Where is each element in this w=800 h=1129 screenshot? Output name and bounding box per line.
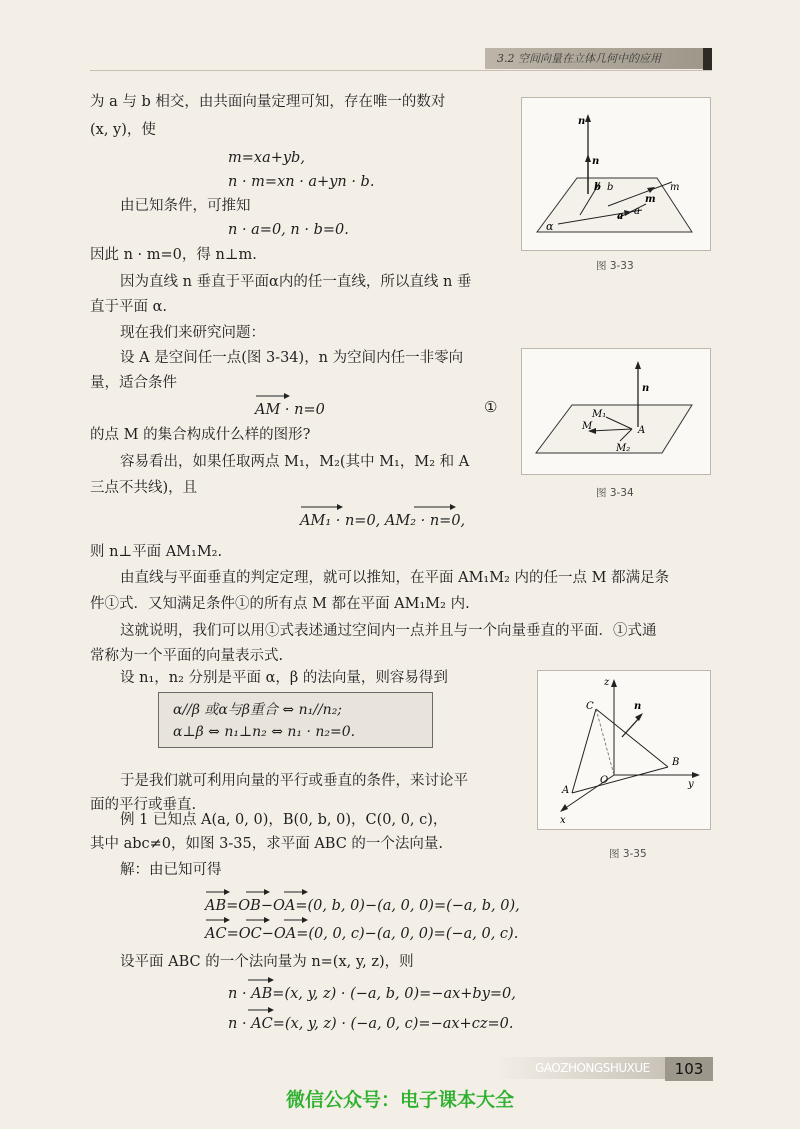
label-n: n bbox=[642, 383, 650, 394]
label-M: M bbox=[582, 421, 593, 432]
figure-3-35-caption: 图 3-35 bbox=[609, 848, 647, 860]
text-line: 现在我们来研究问题： bbox=[120, 325, 265, 341]
vector-arrow bbox=[255, 392, 291, 400]
label-n-top: n bbox=[578, 116, 586, 127]
figure-3-33-caption: 图 3-33 bbox=[596, 260, 634, 272]
text-line: 则 n⊥平面 AM₁M₂. bbox=[90, 544, 223, 560]
equation: AB=OB−OA=(0, b, 0)−(a, 0, 0)=(−a, b, 0), bbox=[205, 898, 520, 914]
text-line: 因为直线 n 垂直于平面α内的任一直线，所以直线 n 垂 bbox=[120, 274, 472, 290]
label-y-axis: y bbox=[688, 779, 694, 790]
label-A: A bbox=[638, 425, 646, 436]
text-line: 由已知条件，可推知 bbox=[120, 198, 251, 214]
label-C: C bbox=[586, 701, 594, 712]
text-line: 设 n₁，n₂ 分别是平面 α，β 的法向量，则容易得到 bbox=[120, 670, 448, 686]
parallel-perpendicular-box bbox=[158, 692, 433, 748]
figure-3-34-caption: 图 3-34 bbox=[596, 487, 634, 499]
figure-3-34-drawing bbox=[522, 349, 710, 474]
header-rule bbox=[90, 70, 712, 71]
equation: n · m=xn · a+yn · b. bbox=[228, 174, 375, 190]
vector-arrow bbox=[247, 1006, 277, 1014]
text-line: 设平面 ABC 的一个法向量为 n=(x, y, z)，则 bbox=[120, 954, 414, 970]
text-line: 的点 M 的集合构成什么样的图形? bbox=[90, 427, 311, 443]
label-b-line: b bbox=[607, 182, 614, 193]
label-z-axis: z bbox=[604, 677, 610, 688]
label-A: A bbox=[562, 785, 570, 796]
label-B: B bbox=[672, 757, 680, 768]
equation: AC=OC−OA=(0, 0, c)−(a, 0, 0)=(−a, 0, c). bbox=[205, 926, 519, 942]
text-line: 设 A 是空间任一点(图 3-34)，n 为空间内任一非零向 bbox=[120, 350, 464, 366]
page-number: 103 bbox=[665, 1057, 713, 1081]
text-line: 常称为一个平面的向量表示式. bbox=[90, 648, 284, 664]
text-line: 面的平行或垂直. bbox=[90, 797, 197, 813]
figure-3-33-drawing bbox=[522, 98, 710, 250]
label-a-line: a bbox=[634, 206, 640, 217]
label-M2: M₂ bbox=[616, 443, 631, 454]
vector-arrows bbox=[205, 916, 325, 924]
label-n: n bbox=[634, 701, 642, 712]
label-a-vector: a bbox=[617, 211, 624, 222]
parallel-condition: α//β 或α与β重合 ⇔ n₁//n₂; bbox=[173, 702, 343, 718]
vector-arrow bbox=[247, 976, 277, 984]
vector-arrows bbox=[205, 888, 325, 896]
vector-arrow bbox=[300, 503, 345, 511]
label-m-vector: m bbox=[645, 194, 656, 205]
text-line: (x, y)，使 bbox=[90, 122, 156, 138]
equation-number: ① bbox=[484, 398, 498, 416]
header-marker bbox=[703, 48, 712, 70]
text-line: 因此 n · m=0，得 n⊥m. bbox=[90, 247, 257, 263]
figure-3-35-drawing bbox=[538, 671, 710, 829]
figure-3-33 bbox=[521, 97, 711, 251]
text-line: 件①式．又知满足条件①的所有点 M 都在平面 AM₁M₂ 内. bbox=[90, 596, 470, 612]
label-alpha: α bbox=[546, 220, 554, 233]
perpendicular-condition: α⊥β ⇔ n₁⊥n₂ ⇔ n₁ · n₂=0. bbox=[173, 724, 356, 740]
text-line: 其中 abc≠0，如图 3-35，求平面 ABC 的一个法向量. bbox=[90, 836, 444, 852]
equation: n · AB=(x, y, z) · (−a, b, 0)=−ax+by=0, bbox=[228, 986, 516, 1002]
text-line: 这就说明，我们可以用①式表述通过空间内一点并且与一个向量垂直的平面．①式通 bbox=[120, 623, 657, 639]
text-line: 三点不共线)，且 bbox=[90, 480, 198, 496]
label-O: O bbox=[600, 775, 609, 786]
text-line: 为 a 与 b 相交，由共面向量定理可知，存在唯一的数对 bbox=[90, 94, 446, 110]
label-m-line: m bbox=[670, 182, 680, 193]
text-line: 容易看出，如果任取两点 M₁，M₂(其中 M₁，M₂ 和 A bbox=[120, 454, 470, 470]
section-header: 3.2 空间向量在立体几何中的应用 bbox=[485, 48, 703, 69]
figure-3-35 bbox=[537, 670, 711, 830]
figure-3-34 bbox=[521, 348, 711, 475]
text-line: 量，适合条件 bbox=[90, 375, 177, 391]
label-n-mid: n bbox=[592, 156, 600, 167]
equation: m=xa+yb, bbox=[228, 150, 305, 166]
label-M1: M₁ bbox=[592, 409, 607, 420]
solution-label: 解：由已知可得 bbox=[120, 862, 222, 878]
series-banner: GAOZHONGSHUXUE bbox=[495, 1057, 665, 1079]
text-line: 由直线与平面垂直的判定定理，就可以推知，在平面 AM₁M₂ 内的任一点 M 都满足条 bbox=[120, 570, 670, 586]
vector-arrow bbox=[413, 503, 458, 511]
vector-equation-2: AM₁ · n=0, AM₂ · n=0, bbox=[300, 513, 466, 529]
label-b-vector: b bbox=[594, 182, 601, 193]
watermark: 微信公众号：电子课本大全 bbox=[285, 1089, 514, 1111]
label-x-axis: x bbox=[560, 815, 566, 826]
text-line: 于是我们就可利用向量的平行或垂直的条件，来讨论平 bbox=[120, 773, 468, 789]
text-line: 直于平面 α. bbox=[90, 299, 168, 315]
vector-equation-1: AM · n=0 bbox=[255, 402, 325, 418]
equation: n · AC=(x, y, z) · (−a, 0, c)=−ax+cz=0. bbox=[228, 1016, 514, 1032]
example-heading: 例 1 已知点 A(a, 0, 0)，B(0, b, 0)，C(0, 0, c)， bbox=[120, 812, 448, 828]
equation: n · a=0, n · b=0. bbox=[228, 222, 349, 238]
